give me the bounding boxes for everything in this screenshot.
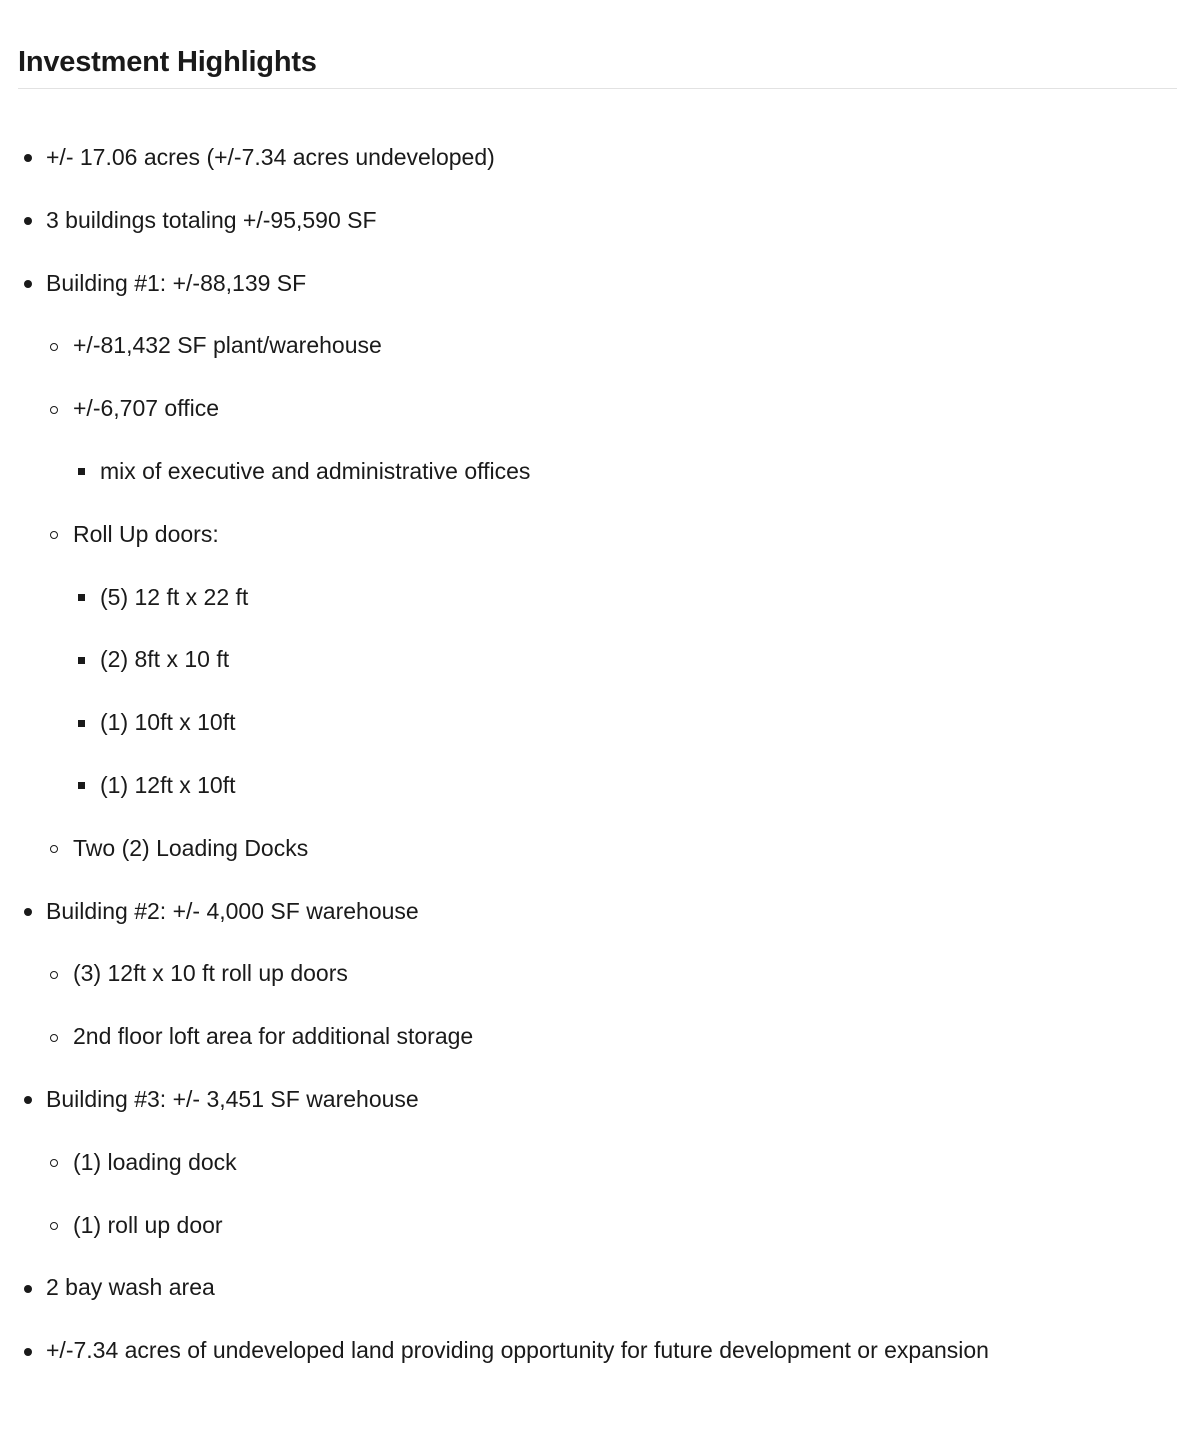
list-item-text: (1) 12ft x 10ft <box>100 771 236 798</box>
square-bullet-icon <box>78 657 85 664</box>
list-item-text: (2) 8ft x 10 ft <box>100 646 230 673</box>
list-item-text: 3 buildings totaling +/-95,590 SF <box>46 206 377 233</box>
circle-bullet-icon <box>50 531 58 539</box>
list-item <box>18 1005 1177 1068</box>
list-item-text: 2nd floor loft area for additional storage <box>73 1023 474 1050</box>
list-item <box>18 628 1177 691</box>
circle-bullet-icon <box>50 971 58 979</box>
list-item <box>18 189 1177 252</box>
list-item-text: (1) roll up door <box>73 1211 223 1238</box>
square-bullet-icon <box>78 782 85 789</box>
circle-bullet-icon <box>50 1222 58 1230</box>
list-item-text: +/-81,432 SF plant/warehouse <box>73 332 382 359</box>
list-item <box>18 1194 1177 1257</box>
list-item <box>18 1068 1177 1131</box>
list-item-text: (5) 12 ft x 22 ft <box>100 583 249 610</box>
list-item-text: (1) loading dock <box>73 1148 237 1175</box>
circle-bullet-icon <box>50 406 58 414</box>
list-item <box>18 691 1177 754</box>
list-item-text: Building #2: +/- 4,000 SF warehouse <box>46 897 419 924</box>
disc-bullet-icon <box>24 154 32 162</box>
square-bullet-icon <box>78 720 85 727</box>
disc-bullet-icon <box>24 1285 32 1293</box>
list-item <box>18 1256 1177 1319</box>
list-item <box>18 503 1177 566</box>
list-item <box>18 566 1177 629</box>
disc-bullet-icon <box>24 280 32 288</box>
disc-bullet-icon <box>24 217 32 225</box>
investment-highlights-section <box>18 40 1177 1382</box>
circle-bullet-icon <box>50 1034 58 1042</box>
circle-bullet-icon <box>50 1159 58 1167</box>
list-item <box>18 126 1177 189</box>
list-item-text: mix of executive and administrative offices <box>100 457 531 484</box>
list-item-text: 2 bay wash area <box>46 1274 215 1301</box>
square-bullet-icon <box>78 468 85 475</box>
circle-bullet-icon <box>50 343 58 351</box>
list-item <box>18 377 1177 440</box>
disc-bullet-icon <box>24 1096 32 1104</box>
list-item <box>18 817 1177 880</box>
list-item-text: +/- 17.06 acres (+/-7.34 acres undeveloped) <box>46 144 495 170</box>
list-item-text: (1) 10ft x 10ft <box>100 709 236 736</box>
section-title: Investment Highlights <box>18 46 317 78</box>
list-item <box>18 880 1177 943</box>
disc-bullet-icon <box>24 1348 32 1356</box>
circle-bullet-icon <box>50 845 58 853</box>
list-item-text: +/-6,707 office <box>73 395 219 422</box>
list-item <box>18 252 1177 315</box>
list-item-text: Roll Up doors: <box>73 520 219 547</box>
list-item-text: +/-7.34 acres of undeveloped land providing opportunity for future development or expansion <box>46 1337 989 1364</box>
section-divider <box>18 88 1177 89</box>
list-item <box>18 754 1177 817</box>
list-item <box>18 942 1177 1005</box>
list-item <box>18 314 1177 377</box>
list-item-text: Building #1: +/-88,139 SF <box>46 269 307 296</box>
list-item <box>18 1319 1177 1382</box>
highlights-list <box>18 126 1177 1382</box>
list-item <box>18 440 1177 503</box>
list-item <box>18 1131 1177 1194</box>
disc-bullet-icon <box>24 908 32 916</box>
list-item-text: Two (2) Loading Docks <box>73 834 309 861</box>
list-item-text: (3) 12ft x 10 ft roll up doors <box>73 960 348 987</box>
square-bullet-icon <box>78 594 85 601</box>
list-item-text: Building #3: +/- 3,451 SF warehouse <box>46 1085 419 1112</box>
